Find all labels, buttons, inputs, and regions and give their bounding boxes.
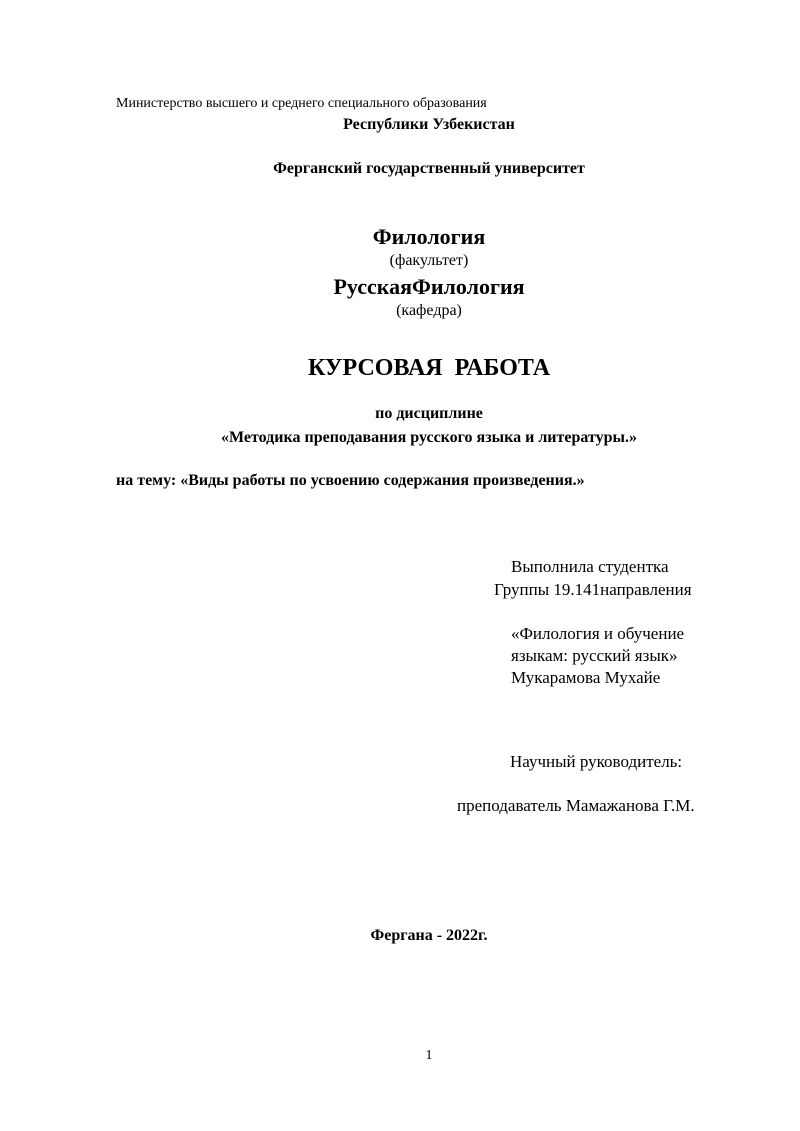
university-name: Ферганский государственный университет xyxy=(273,160,585,177)
republic-line: Республики Узбекистан xyxy=(343,116,515,133)
page-number: 1 xyxy=(425,1048,433,1063)
faculty-note: (факультет) xyxy=(389,252,469,269)
discipline-name: «Методика преподавания русского языка и литературы.» xyxy=(221,429,637,446)
work-title: КУРСОВАЯ РАБОТА xyxy=(307,355,551,381)
student-name: Мукарамова Мухайе xyxy=(511,668,661,687)
student-group: Группы 19.141направления xyxy=(494,580,692,599)
department-note: (кафедра) xyxy=(396,302,462,319)
performed-by: Выполнила студентка xyxy=(511,557,669,576)
supervisor-label: Научный руководитель: xyxy=(510,752,683,771)
city-year: Фергана - 2022г. xyxy=(370,927,488,944)
discipline-label: по дисциплине xyxy=(375,405,483,422)
ministry-line: Министерство высшего и среднего специального образования xyxy=(116,96,487,111)
direction-line-2: языкам: русский язык» xyxy=(511,646,678,665)
direction-line-1: «Филология и обучение xyxy=(511,624,685,643)
theme-line: на тему: «Виды работы по усвоению содержания произведения.» xyxy=(116,472,585,489)
faculty-name: Филология xyxy=(372,224,486,249)
department-name: РусскаяФилология xyxy=(333,274,525,299)
supervisor-name: преподаватель Мамажанова Г.М. xyxy=(457,796,695,815)
